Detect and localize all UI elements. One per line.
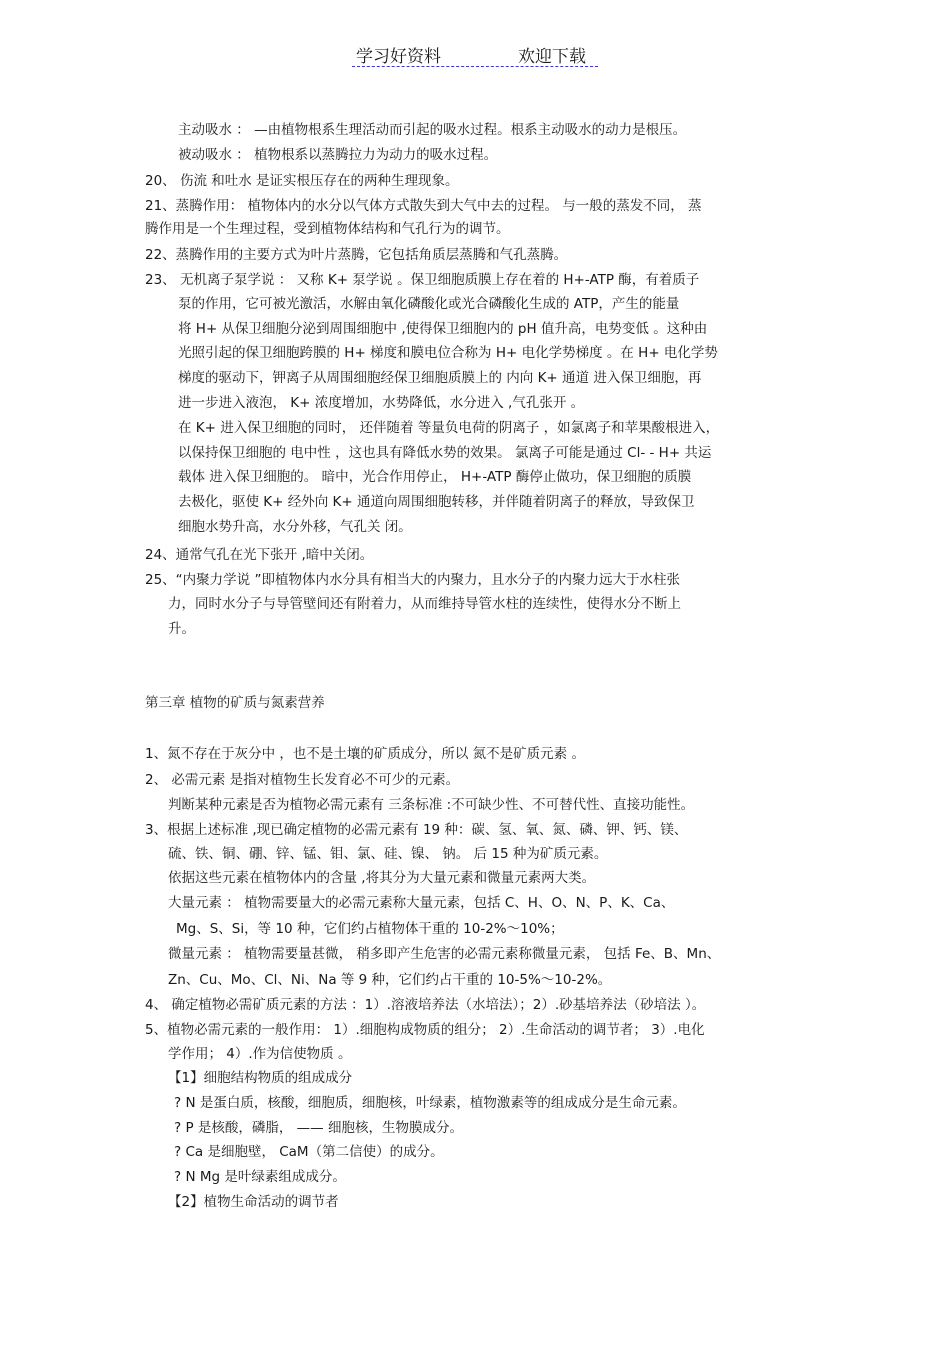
text-line: 将 H+ 从保卫细胞分泌到周围细胞中 ,使得保卫细胞内的 pH 值升高，电势变低 。这种由 [178,321,708,337]
text-line: 20、 伤流 和吐水 是证实根压存在的两种生理现象。 [145,173,459,189]
text-line: 微量元素 ： 植物需要量甚微， 稍多即产生危害的必需元素称微量元素， 包括 Fe、B、Mn、 [168,946,721,962]
text-line: 在 K+ 进入保卫细胞的同时， 还伴随着 等量负电荷的阴离子 ，如氯离子和苹果酸根进入， [178,420,720,436]
text-line: 1、氮不存在于灰分中 ，也不是土壤的矿质成分，所以 氮不是矿质元素 。 [145,746,585,762]
text-line: 2、 必需元素 是指对植物生长发育必不可少的元素。 [145,772,460,788]
header-left-text: 学习好资料 [356,47,441,67]
text-line: 载体 进入保卫细胞的。 暗中，光合作用停止， H+-ATP 酶停止做功，保卫细胞的质膜 [178,469,692,485]
text-line: ? N 是蛋白质，核酸，细胞质，细胞核，叶绿素，植物激素等的组成成分是生命元素。 [174,1095,686,1111]
text-line: 4、 确定植物必需矿质元素的方法 ：1）.溶液培养法（水培法）；2）.砂基培养法（砂培法 ）。 [145,997,706,1013]
text-line: 学作用； 4）.作为信使物质 。 [168,1046,352,1062]
text-line: 主动吸水 ： —由植物根系生理活动而引起的吸水过程。根系主动吸水的动力是根压。 [178,122,687,138]
text-line: 泵的作用，它可被光激活，水解由氧化磷酸化或光合磷酸化生成的 ATP，产生的能量 [178,296,680,312]
text-line: 腾作用是一个生理过程，受到植物体结构和气孔行为的调节。 [145,221,510,237]
header-right-text: 欢迎下载 [518,47,586,67]
text-line: 大量元素 ： 植物需要量大的必需元素称大量元素，包括 C、H、O、N、P、K、Ca、 [168,895,675,911]
text-line: 被动吸水 ： 植物根系以蒸腾拉力为动力的吸水过程。 [178,147,498,163]
text-line: 25、“内聚力学说 ”即植物体内水分具有相当大的内聚力，且水分子的内聚力远大于水柱张 [145,572,680,588]
text-line: 进一步进入液泡， K+ 浓度增加，水势降低，水分进入 ,气孔张开 。 [178,395,585,411]
text-line: 光照引起的保卫细胞跨膜的 H+ 梯度和膜电位合称为 H+ 电化学势梯度 。在 H+ 电化学势 [178,345,718,361]
text-line: 22、蒸腾作用的主要方式为叶片蒸腾，它包括角质层蒸腾和气孔蒸腾。 [145,247,568,263]
chapter-heading: 第三章 植物的矿质与氮素营养 [145,695,325,711]
text-line: 梯度的驱动下，钾离子从周围细胞经保卫细胞质膜上的 内向 K+ 通道 进入保卫细胞，再 [178,370,702,386]
text-line: 23、 无机离子泵学说 ： 又称 K+ 泵学说 。保卫细胞质膜上存在着的 H+-ATP 酶，有着质子 [145,272,700,288]
text-line: Mg、S、Si，等 10 种，它们约占植物体干重的 10-2%～10%； [176,921,564,937]
text-line: 21、蒸腾作用： 植物体内的水分以气体方式散失到大气中去的过程。 与一般的蒸发不同， 蒸 [145,198,702,214]
text-line: 硫、铁、铜、硼、锌、锰、钼、氯、硅、镍、 钠。 后 15 种为矿质元素。 [168,846,608,862]
text-line: 力，同时水分子与导管壁间还有附着力，从而维持导管水柱的连续性，使得水分不断上 [168,596,681,612]
text-line: ? N Mg 是叶绿素组成成分。 [174,1169,346,1185]
text-line: 以保持保卫细胞的 电中性 ，这也具有降低水势的效果。 氯离子可能是通过 Cl- - H+ 共运 [178,445,712,461]
text-line: 判断某种元素是否为植物必需元素有 三条标准 :不可缺少性、不可替代性、直接功能性。 [168,797,695,813]
text-line: 去极化，驱使 K+ 经外向 K+ 通道向周围细胞转移，并伴随着阴离子的释放，导致保卫 [178,494,695,510]
page-header [352,40,598,67]
text-line: 【1】细胞结构物质的组成成分 [168,1070,353,1086]
text-line: 升。 [168,621,195,637]
text-line: 24、通常气孔在光下张开 ,暗中关闭。 [145,547,374,563]
text-line: 5、植物必需元素的一般作用： 1）.细胞构成物质的组分； 2）.生命活动的调节者； 3）.电化 [145,1022,705,1038]
text-line: 3、根据上述标准 ,现已确定植物的必需元素有 19 种：碳、氢、氧、氮、磷、钾、钙、镁、 [145,822,688,838]
text-line: Zn、Cu、Mo、Cl、Ni、Na 等 9 种，它们约占干重的 10-5%～10-2%。 [168,972,612,988]
text-line: 细胞水势升高，水分外移，气孔关 闭。 [178,519,412,535]
text-line: ? P 是核酸，磷脂， —— 细胞核，生物膜成分。 [174,1120,463,1136]
text-line: 【2】植物生命活动的调节者 [168,1194,339,1210]
text-line: ? Ca 是细胞壁， CaM（第二信使）的成分。 [174,1144,444,1160]
text-line: 依据这些元素在植物体内的含量 ,将其分为大量元素和微量元素两大类。 [168,870,596,886]
